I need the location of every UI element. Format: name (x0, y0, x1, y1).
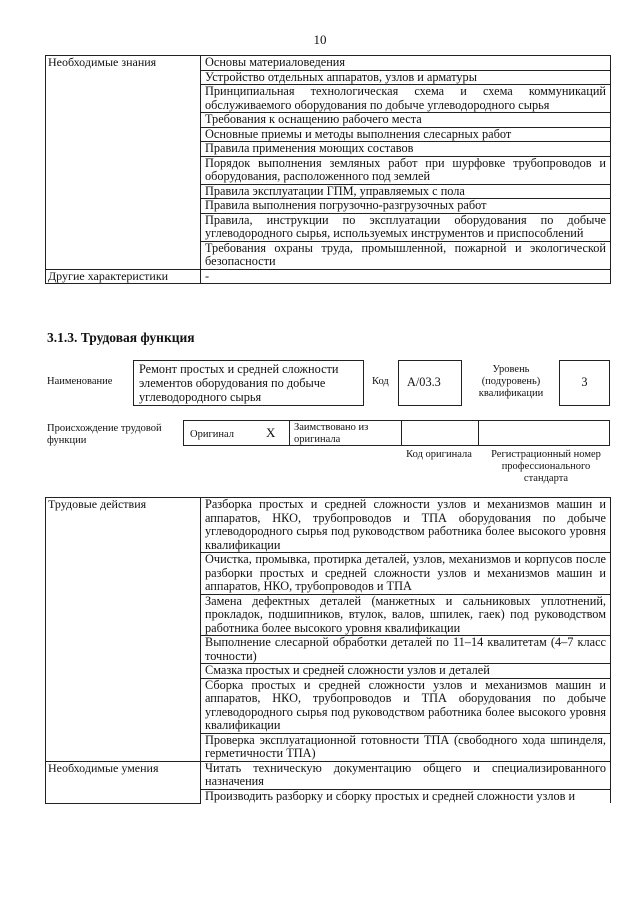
level-value: 3 (559, 360, 610, 406)
skill-item: Читать техническую документацию общего и специализированного назначения (201, 761, 611, 789)
knowledge-item: Правила эксплуатации ГПМ, управляемых с пола (201, 184, 611, 199)
origin-label: Происхождение трудовой функции (47, 423, 162, 446)
labor-action-item: Выполнение слесарной обработки деталей по 11–14 квалитетам (4–7 класс точности) (201, 636, 611, 664)
table-row (46, 498, 611, 553)
borrowed-label: Заимствовано из оригинала (294, 422, 369, 445)
knowledge-item: Порядок выполнения земляных работ при шурфовке трубопроводов и оборудования, расположенного под землей (201, 156, 611, 184)
knowledge-item: Основные приемы и методы выполнения слесарных работ (201, 127, 611, 142)
labor-actions-table (45, 497, 611, 804)
labor-action-item: Очистка, промывка, протирка деталей, узлов, механизмов и корпусов после разборки простых и средней сложности узлов и механизмов машин и аппаратов, НКО, трубопроводов и ТПА (201, 553, 611, 595)
skill-item: Производить разборку и сборку простых и средней сложности узлов и (201, 789, 611, 803)
labor-action-item: Разборка простых и средней сложности узлов и механизмов машин и аппаратов, НКО, трубопроводов и ТПА оборудования по добыче углеводородного сырья под руководством работника более высокого уровня квалификации (201, 498, 611, 553)
code-original-caption: Код оригинала (406, 449, 472, 460)
page-number: 10 (313, 32, 327, 47)
knowledge-item: Правила применения моющих составов (201, 142, 611, 157)
labor-actions-label: Трудовые действия (46, 498, 201, 762)
other-characteristics-value: - (201, 269, 611, 284)
table-row (46, 269, 611, 284)
knowledge-item: Устройство отдельных аппаратов, узлов и арматуры (201, 70, 611, 85)
divider (478, 421, 479, 445)
knowledge-label: Необходимые знания (46, 56, 201, 270)
divider (289, 421, 290, 445)
original-mark: X (266, 425, 276, 440)
code-label: Код (372, 376, 389, 387)
knowledge-item: Правила, инструкции по эксплуатации оборудования по добыче углеводородного сырья, используемых инструментов и приспособлений (201, 213, 611, 241)
knowledge-item: Требования к оснащению рабочего места (201, 113, 611, 128)
original-label: Оригинал (190, 429, 234, 440)
knowledge-item: Принципиальная технологическая схема и схема коммуникаций обслуживаемого оборудования по добыче углеводородного сырья (201, 85, 611, 113)
level-label: Уровень (подуровень) квалификации (478, 364, 544, 399)
knowledge-item: Требования охраны труда, промышленной, пожарной и экологической безопасности (201, 241, 611, 269)
knowledge-item: Основы материаловедения (201, 56, 611, 71)
skills-label: Необходимые умения (46, 761, 201, 803)
section-heading: 3.1.3. Трудовая функция (47, 330, 195, 345)
table-row (46, 56, 611, 71)
name-label: Наименование (47, 376, 113, 387)
other-characteristics-label: Другие характеристики (46, 269, 201, 284)
labor-action-item: Смазка простых и средней сложности узлов и деталей (201, 664, 611, 679)
knowledge-table (45, 55, 611, 284)
labor-action-item: Сборка простых и средней сложности узлов и механизмов машин и аппаратов, НКО, трубопроводов и ТПА оборудования по добыче углеводородного сырья под руководством работника более высокого уровня квалификации (201, 678, 611, 733)
table-row (46, 761, 611, 789)
reg-number-caption: Регистрационный номер профессионального стандарта (491, 449, 601, 484)
divider (401, 421, 402, 445)
origin-box (183, 420, 610, 446)
knowledge-item: Правила выполнения погрузочно-разгрузочных работ (201, 199, 611, 214)
function-code-value: А/03.3 (398, 360, 462, 406)
labor-action-item: Замена дефектных деталей (манжетных и сальниковых уплотнений, прокладок, подшипников, втулок, валов, шпилек, гаек) под руководством работника более высокого уровня квалификации (201, 594, 611, 636)
function-name-value: Ремонт простых и средней сложности элементов оборудования по добыче углеводородного сырья (133, 360, 364, 406)
labor-action-item: Проверка эксплуатационной готовности ТПА (свободного хода шпинделя, герметичности ТПА) (201, 733, 611, 761)
